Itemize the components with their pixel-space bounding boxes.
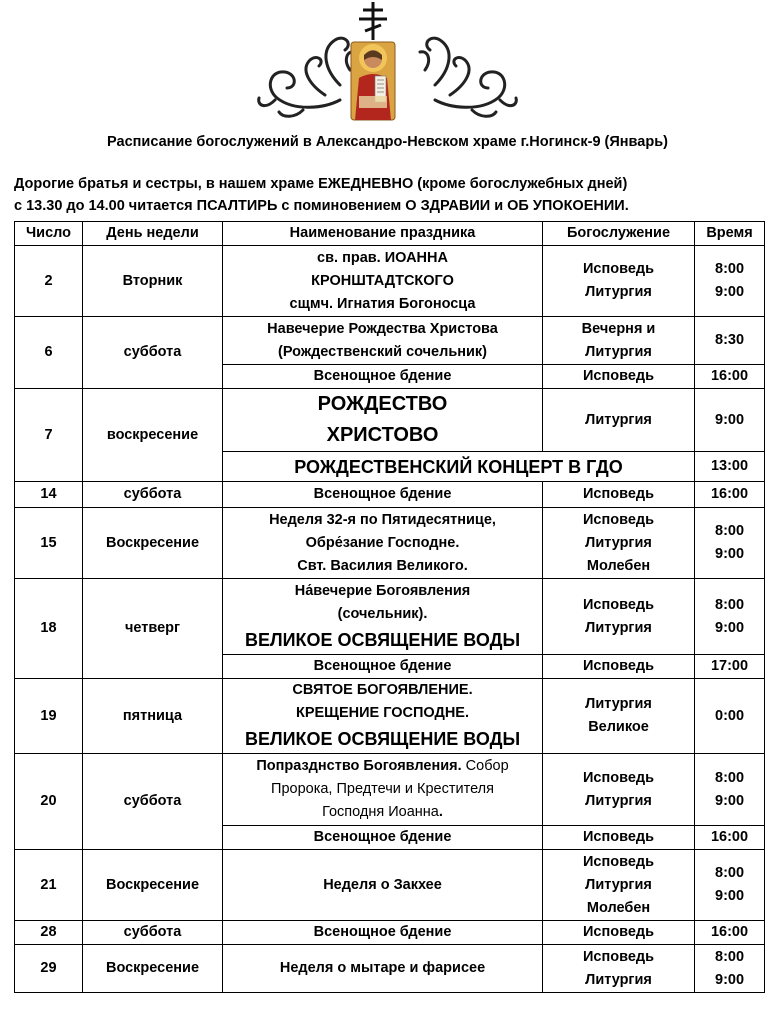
header-ornament [255, 0, 520, 124]
page-title: Расписание богослужений в Александро-Невском храме г.Ногинск-9 (Январь) [107, 134, 668, 150]
cell-time: 8:00 9:00 [695, 246, 765, 317]
cell-day: Воскресение [83, 508, 223, 579]
cell-time: 8:00 9:00 [695, 508, 765, 579]
cell-feast: Неделя о мытаре и фарисее [223, 945, 543, 993]
cell-day: суббота [83, 317, 223, 389]
cell-num: 15 [15, 508, 83, 579]
cell-feast: Навечерие Рождества Христова (Рождественский сочельник) [223, 317, 543, 365]
cell-time: 8:00 9:00 [695, 754, 765, 826]
cell-service: Исповедь [543, 921, 695, 945]
cell-service: Вечерня и Литургия [543, 317, 695, 365]
table-row [15, 246, 765, 317]
cell-day: воскресение [83, 389, 223, 482]
cell-feast: Всенощное бдение [223, 365, 543, 389]
intro-line-2: с 13.30 до 14.00 читается ПСАЛТИРЬ с поминовением О ЗДРАВИИ и ОБ УПОКОЕНИИ. [14, 198, 629, 214]
header-service: Богослужение [543, 222, 695, 246]
cell-time: 16:00 [695, 482, 765, 508]
cell-feast: Всенощное бдение [223, 655, 543, 679]
cell-time: 0:00 [695, 679, 765, 754]
cell-time: 16:00 [695, 826, 765, 850]
cell-time: 8:00 9:00 [695, 579, 765, 655]
cell-feast: На́вечерие Богоявления (сочельник). ВЕЛИКОЕ ОСВЯЩЕНИЕ ВОДЫ [223, 579, 543, 655]
saint-icon [351, 42, 395, 120]
cell-feast: Всенощное бдение [223, 482, 543, 508]
cell-day: Воскресение [83, 945, 223, 993]
cell-num: 18 [15, 579, 83, 679]
cell-num: 28 [15, 921, 83, 945]
header-num: Число [15, 222, 83, 246]
table-row [15, 317, 765, 365]
cell-num: 6 [15, 317, 83, 389]
table-row [15, 508, 765, 579]
orthodox-cross-icon [359, 2, 387, 40]
cell-feast: св. прав. ИОАННА КРОНШТАДТСКОГО сщмч. Игнатия Богоносца [223, 246, 543, 317]
cell-feast: СВЯТОЕ БОГОЯВЛЕНИЕ. КРЕЩЕНИЕ ГОСПОДНЕ. ВЕЛИКОЕ ОСВЯЩЕНИЕ ВОДЫ [223, 679, 543, 754]
cell-time: 8:00 9:00 [695, 850, 765, 921]
intro-text [14, 173, 764, 217]
cell-feast: Всенощное бдение [223, 921, 543, 945]
cell-service: Исповедь Литургия Молебен [543, 508, 695, 579]
table-row [15, 754, 765, 826]
cell-service: Литургия [543, 389, 695, 452]
cell-time: 8:00 9:00 [695, 945, 765, 993]
cell-service: Исповедь Литургия [543, 945, 695, 993]
cell-feast: Неделя 32-я по Пятидесятнице, Обре́зание Господне. Свт. Василия Великого. [223, 508, 543, 579]
table-row [15, 482, 765, 508]
cell-service: Исповедь [543, 482, 695, 508]
cell-service: Исповедь [543, 365, 695, 389]
cell-num: 29 [15, 945, 83, 993]
cell-time: 16:00 [695, 365, 765, 389]
table-row [15, 945, 765, 993]
header-day: День недели [83, 222, 223, 246]
schedule-table [14, 221, 765, 993]
table-row [15, 679, 765, 754]
cell-day: суббота [83, 921, 223, 945]
cell-day: Воскресение [83, 850, 223, 921]
header-time: Время [695, 222, 765, 246]
cell-service: Исповедь [543, 655, 695, 679]
cell-service: Исповедь Литургия [543, 754, 695, 826]
filigree-ornament-left-icon [259, 38, 355, 116]
table-row [15, 579, 765, 655]
cell-concert: РОЖДЕСТВЕНСКИЙ КОНЦЕРТ В ГДО [223, 452, 695, 482]
cell-num: 14 [15, 482, 83, 508]
cell-time: 13:00 [695, 452, 765, 482]
cell-day: суббота [83, 754, 223, 850]
header-feast: Наименование праздника [223, 222, 543, 246]
cell-num: 19 [15, 679, 83, 754]
table-row [15, 389, 765, 452]
intro-line-1: Дорогие братья и сестры, в нашем храме ЕЖЕДНЕВНО (кроме богослужебных дней) [14, 176, 628, 192]
cell-service: Исповедь [543, 826, 695, 850]
table-row [15, 850, 765, 921]
table-header-row [15, 222, 765, 246]
cell-time: 8:30 [695, 317, 765, 365]
cell-num: 2 [15, 246, 83, 317]
cell-day: суббота [83, 482, 223, 508]
cell-time: 17:00 [695, 655, 765, 679]
cell-service: Литургия Великое [543, 679, 695, 754]
cell-day: четверг [83, 579, 223, 679]
cell-feast: Неделя о Закхее [223, 850, 543, 921]
cell-time: 16:00 [695, 921, 765, 945]
cell-time: 9:00 [695, 389, 765, 452]
table-row [15, 921, 765, 945]
cell-day: пятница [83, 679, 223, 754]
cell-feast: РОЖДЕСТВО ХРИСТОВО [223, 389, 543, 452]
cell-num: 7 [15, 389, 83, 482]
cell-feast: Попразднство Богоявления. Собор Пророка, Предтечи и Крестителя Господня Иоанна. [223, 754, 543, 826]
cell-day: Вторник [83, 246, 223, 317]
cell-service: Исповедь Литургия [543, 246, 695, 317]
filigree-ornament-right-icon [420, 38, 516, 116]
cell-num: 20 [15, 754, 83, 850]
cell-service: Исповедь Литургия [543, 579, 695, 655]
cell-service: Исповедь Литургия Молебен [543, 850, 695, 921]
cell-feast: Всенощное бдение [223, 826, 543, 850]
cell-num: 21 [15, 850, 83, 921]
